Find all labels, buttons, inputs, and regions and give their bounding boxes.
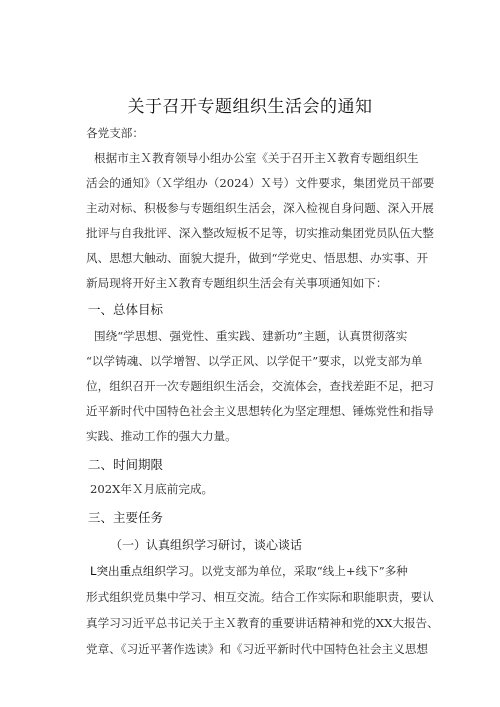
item1-line-3: 真学习习近平总书记关于主Ｘ教育的重要讲话精神和党的XX大报告、 xyxy=(86,616,439,630)
section2-text: 202X年Ｘ月底前完成。 xyxy=(90,482,214,496)
item1-line-1 xyxy=(90,563,408,579)
section1-line-3: 位，组织召开一次专题组织生活会，交流体会，查找差距不足，把习 xyxy=(86,379,434,393)
item1-lead: L突出重点组织学习 xyxy=(90,564,190,578)
section1-line-4: 近平新时代中国特色社会主义思想转化为坚定理想、锤炼党性和指导 xyxy=(86,404,434,418)
item1-line-4: 党章、《习近平著作选读》和《习近平新时代中国特色社会主义思想 xyxy=(86,642,429,656)
item1-rest: 。以党支部为单位，采取“线上+线下”多种 xyxy=(189,564,408,578)
salutation: 各党支部： xyxy=(86,126,144,140)
section1-line-2: “以学铸魂、以学增智、以学正风、以学促干”要求，以党支部为单 xyxy=(86,354,423,368)
section1-line-1: 围绕“学思想、强党性、重实践、建新功”主题，认真贯彻落实 xyxy=(94,329,408,343)
intro-line-4: 批评与自我批评、深入整改短板不足等，切实推动集团党员队伍大整 xyxy=(86,226,434,240)
subsection-heading-study: （一）认真组织学习研讨，谈心谈话 xyxy=(110,538,303,552)
document-title: 关于召开专题组织生活会的通知 xyxy=(127,97,373,117)
section-heading-tasks: 三、主要任务 xyxy=(88,510,164,525)
item1-line-2: 形式组织党员集中学习、相互交流。结合工作实际和职能职责，要认 xyxy=(86,590,434,604)
intro-line-6: 新局现将开好主Ｘ教育专题组织生活会有关事项通知如下： xyxy=(86,276,388,290)
intro-line-1: 根据市主Ｘ教育领导小组办公室《关于召开主Ｘ教育专题组织生 xyxy=(94,151,419,165)
intro-line-5: 风、思想大触动、面貌大提升，做到“学党史、悟思想、办实事、开 xyxy=(86,251,429,265)
section1-line-5: 实践、推动工作的强大力量。 xyxy=(86,429,237,443)
section-heading-timeline: 二、时间期限 xyxy=(88,457,164,472)
intro-line-3: 主动对标、积极参与专题组织生活会，深入检视自身问题、深入开展 xyxy=(86,201,434,215)
section-heading-goals: 一、总体目标 xyxy=(88,302,164,317)
intro-line-2: 活会的通知》（Ｘ学组办（2024）Ｘ号）文件要求，集团党员干部要 xyxy=(86,176,435,190)
